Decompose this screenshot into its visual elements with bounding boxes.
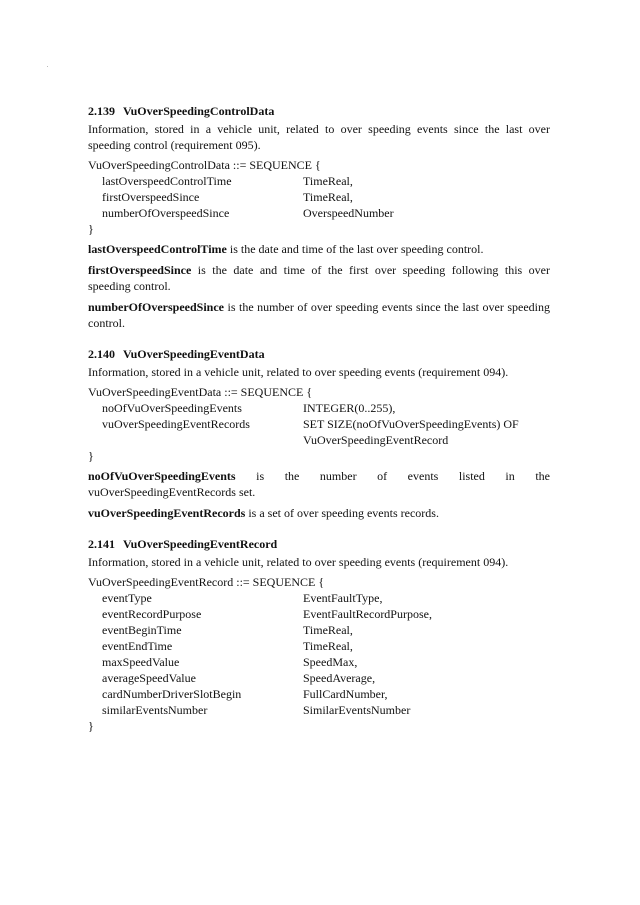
field-row [88,590,550,606]
section-2-139 [88,103,550,331]
field-type: TimeReal, [303,623,353,637]
definition-text: is the number of over speeding events since the last over speeding control. [88,300,550,330]
section-heading [88,103,550,119]
field-name: noOfVuOverSpeedingEvents [102,401,242,415]
section-number: 2.141 [88,537,115,551]
definition-text: is a set of over speeding events records. [245,506,439,520]
definition-word: the [284,469,300,483]
section-intro: Information, stored in a vehicle unit, related to over speeding events (requirement 094). [88,365,509,379]
field-definition [88,505,550,521]
field-row [88,173,550,189]
field-definition [88,468,550,500]
field-type: OverspeedNumber [303,206,394,220]
document-content [88,103,550,738]
field-row [88,189,550,205]
field-name: similarEventsNumber [102,703,208,717]
field-row [88,606,550,622]
field-type: TimeReal, [303,639,353,653]
definition-term: noOfVuOverSpeedingEvents [88,469,236,483]
asn1-definition [88,157,550,237]
field-type: SimilarEventsNumber [303,703,411,717]
field-type: FullCardNumber, [303,687,388,701]
sequence-open: VuOverSpeedingControlData ::= SEQUENCE { [88,158,321,172]
definition-word: is [256,469,265,483]
field-row [88,622,550,638]
definition-term: vuOverSpeedingEventRecords [88,506,246,520]
definition-term: firstOverspeedSince [88,263,192,277]
field-definition [88,262,550,294]
field-row [88,686,550,702]
section-intro: Information, stored in a vehicle unit, related to over speeding events (requirement 094). [88,555,509,569]
field-type: TimeReal, [303,174,353,188]
sequence-close: } [88,449,94,463]
field-type: EventFaultType, [303,591,383,605]
field-row [88,400,550,416]
field-name: firstOverspeedSince [102,190,200,204]
field-row [88,638,550,654]
field-type [303,416,550,448]
field-definition [88,299,550,331]
section-name: VuOverSpeedingEventRecord [123,537,278,551]
sequence-open: VuOverSpeedingEventData ::= SEQUENCE { [88,385,313,399]
section-name: VuOverSpeedingEventData [123,347,265,361]
field-row [88,702,550,718]
section-number: 2.139 [88,104,115,118]
field-type: SpeedAverage, [303,671,376,685]
field-definition [88,241,550,257]
definition-text: is the date and time of the first over speeding following this over speeding control. [88,263,550,293]
field-type: EventFaultRecordPurpose, [303,607,432,621]
field-row [88,416,550,448]
definition-word: of [377,469,388,483]
definition-word: the [535,469,550,483]
field-type-line2: VuOverSpeedingEventRecord [303,433,449,447]
field-row [88,654,550,670]
definition-word: listed [458,469,485,483]
sequence-close: } [88,719,94,733]
field-name: numberOfOverspeedSince [102,206,230,220]
field-name: cardNumberDriverSlotBegin [102,687,242,701]
definition-word: in [505,469,515,483]
sequence-close: } [88,222,94,236]
asn1-definition [88,574,550,734]
definition-word: events [407,469,439,483]
field-name: vuOverSpeedingEventRecords [102,417,250,431]
section-number: 2.140 [88,347,115,361]
section-name: VuOverSpeedingControlData [123,104,275,118]
field-type: TimeReal, [303,190,353,204]
field-type: SpeedMax, [303,655,358,669]
definition-term: numberOfOverspeedSince [88,300,224,314]
scan-speck [47,66,48,67]
section-heading [88,346,550,362]
field-name: maxSpeedValue [102,655,180,669]
field-row [88,205,550,221]
section-2-141 [88,536,550,734]
field-type: INTEGER(0..255), [303,401,396,415]
definition-term: lastOverspeedControlTime [88,242,227,256]
field-name: eventBeginTime [102,623,182,637]
field-type-line1: SET SIZE(noOfVuOverSpeedingEvents) OF [303,417,519,431]
section-intro: Information, stored in a vehicle unit, related to over speeding events since the last over speeding control (requirement 095). [88,122,550,152]
definition-text: vuOverSpeedingEventRecords set. [88,485,256,499]
definition-spread-line [88,468,550,484]
section-heading [88,536,550,552]
sequence-open: VuOverSpeedingEventRecord ::= SEQUENCE { [88,575,325,589]
definition-text: is the date and time of the last over speeding control. [226,242,484,256]
section-2-140 [88,346,550,521]
definition-word: number [319,469,357,483]
field-name: eventEndTime [102,639,173,653]
field-name: eventType [102,591,152,605]
field-name: lastOverspeedControlTime [102,174,232,188]
field-name: averageSpeedValue [102,671,196,685]
field-row [88,670,550,686]
asn1-definition [88,384,550,464]
field-name: eventRecordPurpose [102,607,202,621]
